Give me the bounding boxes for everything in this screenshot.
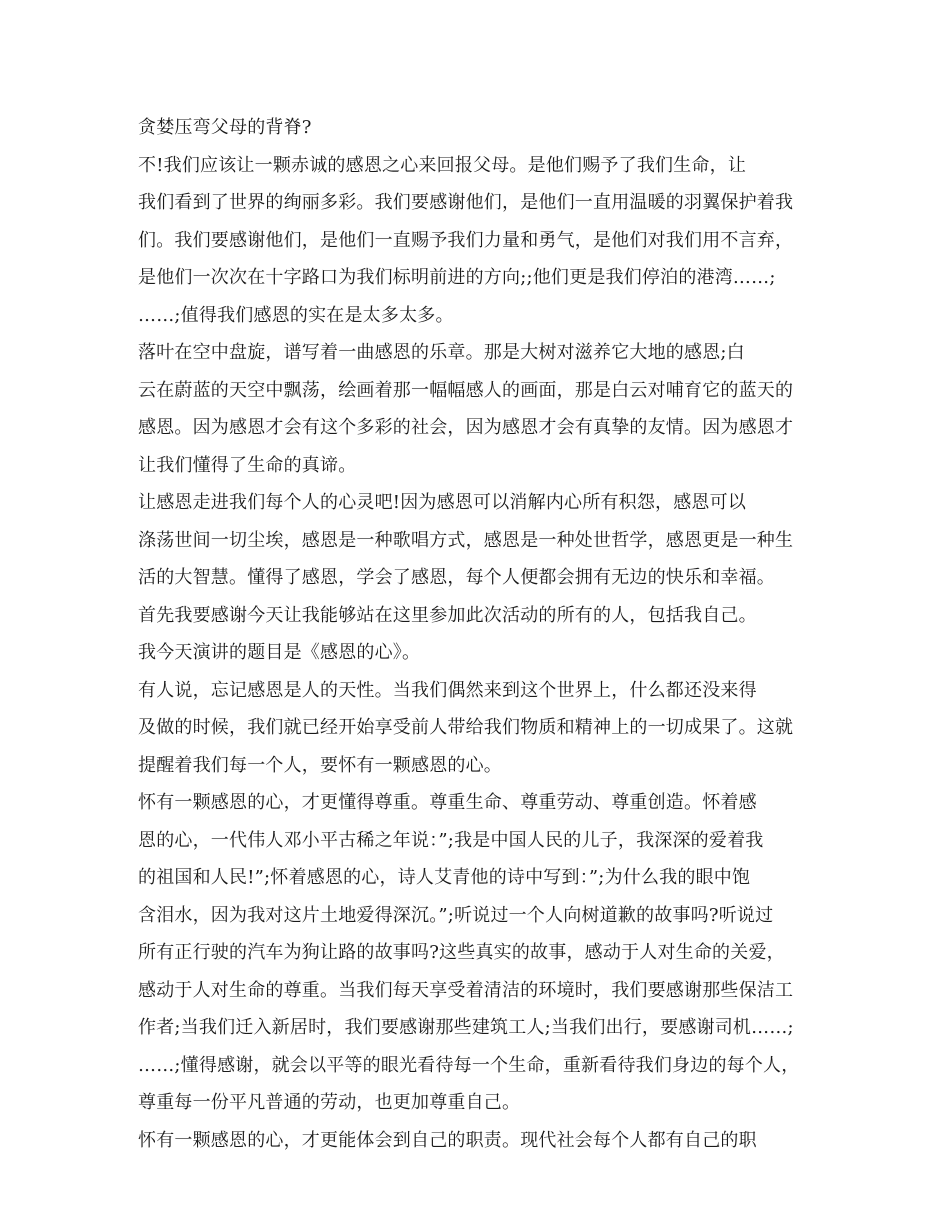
text-line: 我今天演讲的题目是《感恩的心》。 [138,642,421,663]
text-line: 的祖国和人民!”;怀着感恩的心，诗人艾青他的诗中写到：”;为什么我的眼中饱 [138,867,751,888]
text-line: 们。我们要感谢他们，是他们一直赐予我们力量和勇气，是他们对我们用不言弃， [138,230,794,251]
text-line: 及做的时候，我们就已经开始享受前人带给我们物质和精神上的一切成果了。这就 [138,717,794,738]
text-line: 感动于人对生命的尊重。当我们每天享受着清洁的环境时，我们要感谢那些保洁工 [138,980,794,1001]
text-line: 作者;当我们迁入新居时，我们要感谢那些建筑工人;当我们出行，要感谢司机……; [138,1017,794,1038]
text-line: 首先我要感谢今天让我能够站在这里参加此次活动的所有的人，包括我自己。 [138,605,757,626]
text-line: 涤荡世间一切尘埃，感恩是一种歌唱方式，感恩是一种处世哲学，感恩更是一种生 [138,530,794,551]
text-line: 让感恩走进我们每个人的心灵吧!因为感恩可以消解内心所有积怨，感恩可以 [138,492,747,513]
text-line: 云在蔚蓝的天空中飘荡，绘画着那一幅幅感人的画面，那是白云对哺育它的蓝天的 [138,380,794,401]
text-line: 感恩。因为感恩才会有这个多彩的社会，因为感恩才会有真挚的友情。因为感恩才 [138,417,794,438]
text-line: 有人说，忘记感恩是人的天性。当我们偶然来到这个世界上，什么都还没来得 [138,680,757,701]
text-line: 不!我们应该让一颗赤诚的感恩之心来回报父母。是他们赐予了我们生命，让 [138,155,747,176]
text-line: 让我们懂得了生命的真谛。 [138,455,357,476]
text-line: 我们看到了世界的绚丽多彩。我们要感谢他们，是他们一直用温暖的羽翼保护着我 [138,192,794,213]
text-line: 落叶在空中盘旋，谱写着一曲感恩的乐章。那是大树对滋养它大地的感恩;白 [138,342,745,363]
text-line: 贪婪压弯父母的背脊? [138,117,312,138]
text-line: 所有正行驶的汽车为狗让路的故事吗?这些真实的故事，感动于人对生命的关爱， [138,942,785,963]
text-line: ……;懂得感谢，就会以平等的眼光看待每一个生命，重新看待我们身边的每个人， [138,1055,800,1076]
text-line: 含泪水，因为我对这片土地爱得深沉。”;听说过一个人向树道歉的故事吗?听说过 [138,905,774,926]
text-line: 提醒着我们每一个人，要怀有一颗感恩的心。 [138,755,502,776]
text-line: 怀有一颗感恩的心，才更能体会到自己的职责。现代社会每个人都有自己的职 [138,1130,757,1151]
text-line: 怀有一颗感恩的心，才更懂得尊重。尊重生命、尊重劳动、尊重创造。怀着感 [138,792,757,813]
text-line: ……;值得我们感恩的实在是太多太多。 [138,305,454,326]
text-line: 恩的心，一代伟人邓小平古稀之年说：”;我是中国人民的儿子，我深深的爱着我 [138,830,764,851]
text-line: 活的大智慧。懂得了感恩，学会了感恩，每个人便都会拥有无边的快乐和幸福。 [138,567,775,588]
text-line: 尊重每一份平凡普通的劳动，也更加尊重自己。 [138,1092,521,1113]
text-line: 是他们一次次在十字路口为我们标明前进的方向;;他们更是我们停泊的港湾……; [138,267,776,288]
